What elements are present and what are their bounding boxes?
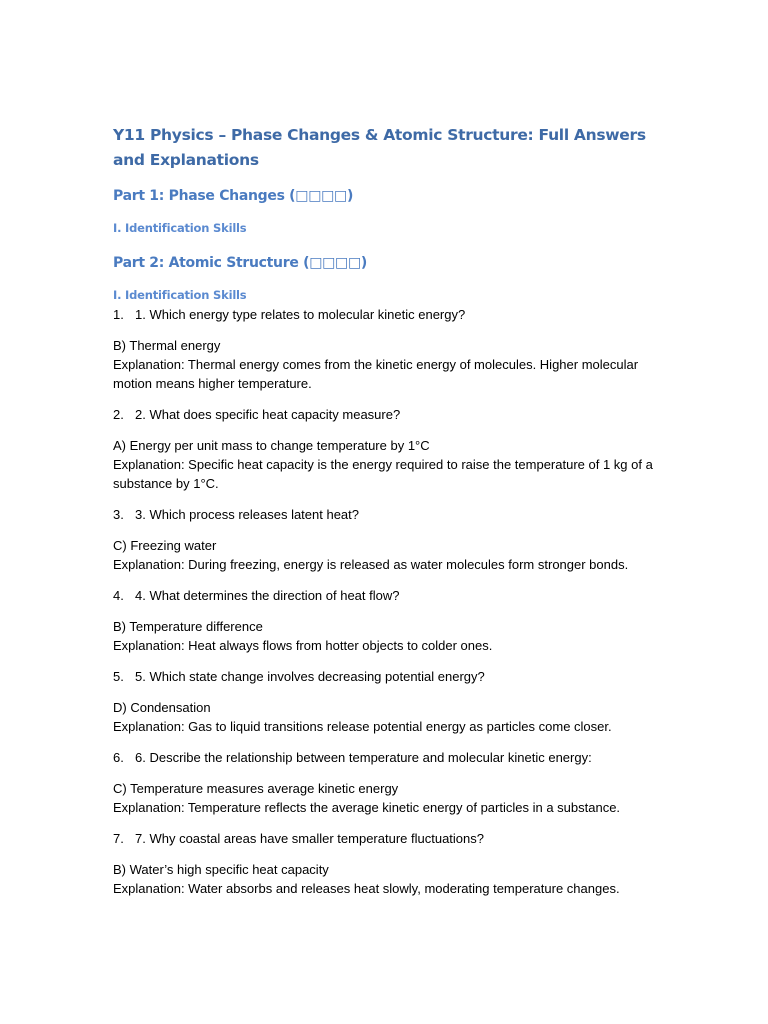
explanation-text: Explanation: Heat always flows from hotter objects to colder ones.: [113, 638, 493, 653]
question-list: [113, 305, 658, 898]
answer-text: B) Thermal energy: [113, 338, 221, 353]
question-body: 7. Why coastal areas have smaller temperature fluctuations?: [135, 831, 485, 846]
question-text: [113, 586, 658, 605]
question-text: [113, 667, 658, 686]
part2-subheading: I. Identification Skills: [113, 288, 247, 302]
question-item: [113, 586, 658, 655]
question-body: 1. Which energy type relates to molecular kinetic energy?: [135, 307, 466, 322]
part2-heading: Part 2: Atomic Structure (□□□□): [113, 255, 368, 271]
question-text: [113, 405, 658, 424]
question-number: 4.: [113, 588, 124, 603]
answer-text: D) Condensation: [113, 700, 211, 715]
explanation-text: Explanation: Water absorbs and releases heat slowly, moderating temperature changes.: [113, 881, 620, 896]
part1-subheading: I. Identification Skills: [113, 221, 247, 235]
question-item: [113, 829, 658, 898]
explanation-text: Explanation: Specific heat capacity is the energy required to raise the temperature of 1 kg of a substance by 1°C.: [113, 457, 653, 491]
question-body: 3. Which process releases latent heat?: [135, 507, 360, 522]
answer-text: B) Temperature difference: [113, 619, 263, 634]
question-item: [113, 505, 658, 574]
question-number: 7.: [113, 831, 124, 846]
question-body: 4. What determines the direction of heat flow?: [135, 588, 400, 603]
question-body: 5. Which state change involves decreasing potential energy?: [135, 669, 485, 684]
answer-text: B) Water’s high specific heat capacity: [113, 862, 329, 877]
document-page: [113, 123, 658, 910]
question-body: 6. Describe the relationship between temperature and molecular kinetic energy:: [135, 750, 592, 765]
document-title: Y11 Physics – Phase Changes & Atomic Structure: Full Answers and Explanations: [113, 126, 646, 169]
question-number: 5.: [113, 669, 124, 684]
answer-text: A) Energy per unit mass to change temperature by 1°C: [113, 438, 430, 453]
answer-text: C) Temperature measures average kinetic energy: [113, 781, 399, 796]
explanation-text: Explanation: Temperature reflects the average kinetic energy of particles in a substance.: [113, 800, 621, 815]
question-number: 6.: [113, 750, 124, 765]
question-text: [113, 829, 658, 848]
part1-heading: Part 1: Phase Changes (□□□□): [113, 188, 354, 204]
question-body: 2. What does specific heat capacity measure?: [135, 407, 401, 422]
question-text: [113, 305, 658, 324]
question-item: [113, 667, 658, 736]
question-number: 3.: [113, 507, 124, 522]
question-item: [113, 305, 658, 393]
explanation-text: Explanation: During freezing, energy is released as water molecules form stronger bonds.: [113, 557, 629, 572]
question-number: 1.: [113, 307, 124, 322]
explanation-text: Explanation: Gas to liquid transitions release potential energy as particles come closer.: [113, 719, 612, 734]
question-item: [113, 748, 658, 817]
question-text: [113, 748, 658, 767]
explanation-text: Explanation: Thermal energy comes from the kinetic energy of molecules. Higher molecular motion means higher temperature.: [113, 357, 639, 391]
question-text: [113, 505, 658, 524]
question-number: 2.: [113, 407, 124, 422]
answer-text: C) Freezing water: [113, 538, 217, 553]
question-item: [113, 405, 658, 493]
